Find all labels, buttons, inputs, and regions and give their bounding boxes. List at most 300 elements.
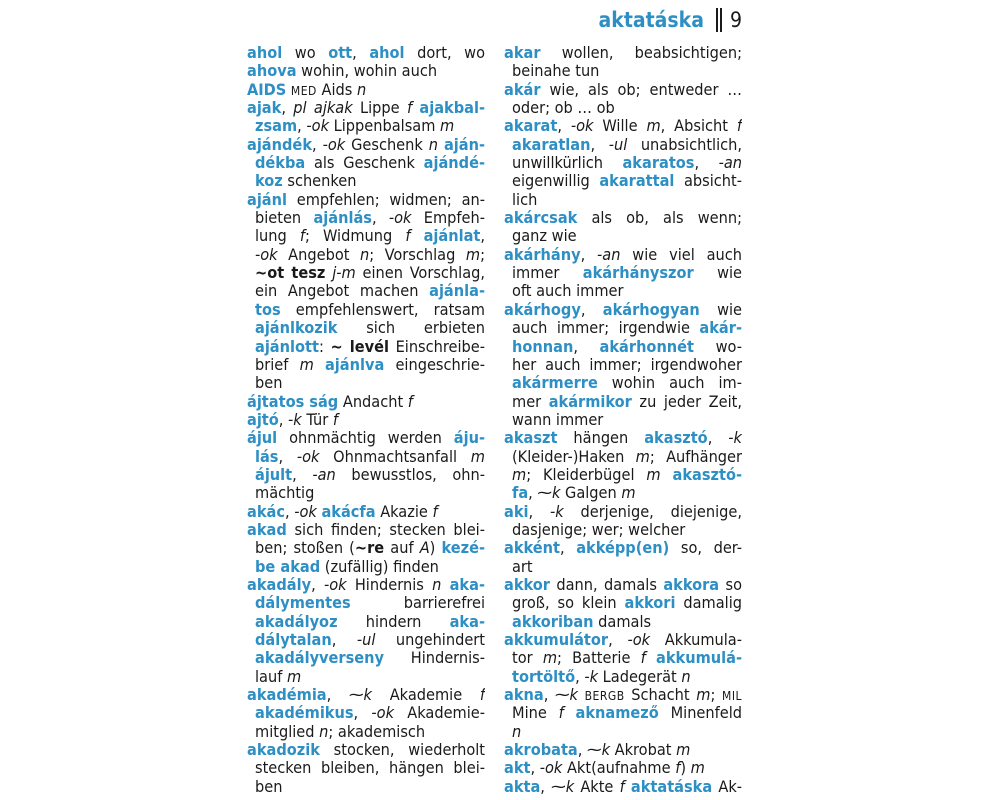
definition-text: hindern bbox=[337, 612, 450, 631]
definition-text: brief bbox=[255, 355, 300, 374]
headword: aka- bbox=[449, 575, 485, 594]
definition-text: , bbox=[278, 410, 289, 429]
entry-line bbox=[504, 778, 742, 796]
definition-text: wo- bbox=[694, 337, 742, 356]
definition-text: her auch immer; irgendwoher bbox=[512, 355, 742, 374]
entry-line bbox=[247, 576, 485, 594]
headword: ajándék bbox=[247, 135, 312, 154]
definition-text: ohnmächtig werden bbox=[277, 429, 454, 448]
grammar-note: n bbox=[512, 722, 522, 741]
grammar-note: m bbox=[646, 117, 661, 136]
headword: aka- bbox=[449, 612, 485, 631]
definition-text: tor bbox=[512, 649, 543, 668]
grammar-note: f bbox=[407, 392, 413, 411]
definition-text: , bbox=[557, 117, 571, 136]
definition-text: mächtig bbox=[255, 484, 315, 503]
headword: akadályverseny bbox=[255, 649, 385, 668]
definition-text: , bbox=[608, 631, 628, 649]
headword: akt bbox=[504, 759, 531, 778]
definition-text: ; Vorschlag bbox=[369, 245, 466, 264]
domain-label: MIL bbox=[722, 689, 742, 704]
entry-line bbox=[247, 62, 485, 80]
guide-word: aktatáska bbox=[598, 8, 704, 32]
definition-text: empfehlenswert, ratsam bbox=[280, 300, 485, 319]
headword: aján- bbox=[443, 135, 485, 154]
entry-line bbox=[504, 429, 742, 447]
grammar-note: -ok bbox=[539, 759, 563, 778]
entry-line bbox=[247, 246, 485, 264]
grammar-note: -ul bbox=[608, 135, 628, 154]
entry-line bbox=[504, 301, 742, 319]
entry-line bbox=[247, 484, 485, 502]
grammar-note: f bbox=[299, 227, 305, 246]
entry-line bbox=[504, 594, 742, 612]
definition-text: oder; ob … ob bbox=[512, 99, 615, 118]
headword: ajánlkozik bbox=[255, 319, 338, 338]
headword: dálymentes bbox=[255, 594, 351, 613]
definition-text: , Absicht bbox=[660, 117, 737, 136]
headword: akkoriban bbox=[512, 612, 594, 631]
phrase: ~ levél bbox=[330, 337, 389, 356]
definition-text: ungehindert bbox=[375, 631, 485, 649]
headword: kezé- bbox=[441, 539, 485, 558]
entry-line bbox=[504, 246, 742, 264]
entry-line bbox=[247, 227, 485, 245]
headword: akác bbox=[247, 502, 285, 521]
definition-text: oft auch immer bbox=[512, 282, 624, 301]
definition-text: mitglied bbox=[255, 722, 320, 741]
grammar-note: -ok bbox=[306, 117, 330, 136]
definition-text: einen Vorschlag, bbox=[355, 264, 485, 283]
entry-line bbox=[504, 723, 742, 741]
entry-line bbox=[504, 503, 742, 521]
entry-line bbox=[247, 356, 485, 374]
headword: akárhogy bbox=[504, 300, 581, 319]
entry-line bbox=[247, 741, 485, 759]
definition-text: dort, wo bbox=[404, 44, 485, 62]
entry-line bbox=[504, 704, 742, 722]
definition-text: ein Angebot machen bbox=[255, 282, 430, 301]
entry-line bbox=[504, 209, 742, 227]
entry-line bbox=[247, 668, 485, 686]
definition-text: bieten bbox=[255, 209, 314, 228]
entry-line bbox=[504, 668, 742, 686]
definition-text: , bbox=[331, 631, 357, 649]
entry-line bbox=[247, 393, 485, 411]
grammar-note: -ok bbox=[255, 245, 278, 264]
entry-line bbox=[504, 613, 742, 631]
headword: akkumulá- bbox=[656, 649, 742, 668]
grammar-note: ⁓k bbox=[554, 686, 578, 705]
entry-line bbox=[504, 521, 742, 539]
definition-text: ; Kleiderbügel bbox=[526, 465, 647, 484]
definition-text: Ak- bbox=[712, 777, 742, 796]
domain-label: BERGB bbox=[584, 689, 625, 704]
grammar-note: m bbox=[286, 667, 302, 686]
grammar-note: -ok bbox=[322, 135, 346, 154]
definition-text: : bbox=[318, 337, 331, 356]
entry-line bbox=[504, 338, 742, 356]
left-column bbox=[247, 44, 485, 796]
definition-text: , bbox=[353, 704, 372, 723]
definition-text: stocken, wiederholt bbox=[319, 741, 485, 760]
entry-line bbox=[504, 44, 742, 62]
definition-text: Akte bbox=[574, 777, 620, 796]
definition-text: barrierefrei bbox=[350, 594, 485, 613]
definition-text: dasjenige; wer; welcher bbox=[512, 520, 686, 539]
definition-text: Andacht bbox=[338, 392, 408, 411]
definition-text: (zufällig) finden bbox=[320, 557, 439, 576]
grammar-note: ⁓k bbox=[587, 741, 611, 760]
headword: zsam bbox=[255, 117, 298, 136]
entry-line bbox=[247, 778, 485, 796]
entry-line bbox=[247, 136, 485, 154]
grammar-note: A bbox=[419, 539, 430, 558]
headword: ahol bbox=[369, 44, 405, 62]
definition-text bbox=[441, 576, 449, 594]
headword: akrobata bbox=[504, 741, 578, 760]
entry-line bbox=[247, 154, 485, 172]
definition-text: wie, als ob; entweder … bbox=[540, 80, 742, 99]
headword: akaratos bbox=[622, 154, 695, 173]
entry-line bbox=[247, 282, 485, 300]
headword: akarat bbox=[504, 117, 558, 136]
entry-line bbox=[247, 172, 485, 190]
grammar-note: f bbox=[479, 686, 485, 705]
definition-text: Wille bbox=[593, 117, 647, 136]
definition-text: sich finden; stecken blei- bbox=[286, 520, 485, 539]
headword: ahova bbox=[247, 62, 297, 81]
definition-text: , bbox=[371, 209, 389, 228]
grammar-note: f bbox=[736, 117, 742, 136]
entry-line bbox=[247, 448, 485, 466]
headword: dálytalan bbox=[255, 631, 332, 649]
grammar-note: m bbox=[690, 759, 705, 778]
definition-text: , bbox=[580, 300, 603, 319]
definition-text: , bbox=[573, 337, 600, 356]
entry-line bbox=[504, 154, 742, 172]
headword: akasztó- bbox=[672, 465, 742, 484]
grammar-note: f bbox=[406, 99, 413, 118]
definition-text bbox=[564, 704, 576, 722]
headword: akár- bbox=[699, 319, 742, 338]
definition-text: , bbox=[540, 777, 552, 796]
grammar-note: j-m bbox=[332, 264, 356, 283]
entry-line bbox=[504, 264, 742, 282]
headword: akárhányszor bbox=[582, 264, 694, 283]
headword: fa bbox=[512, 484, 529, 503]
definition-text: Empfeh- bbox=[411, 209, 485, 228]
entry-line bbox=[504, 62, 742, 80]
grammar-note: m bbox=[440, 117, 455, 136]
definition-text: wohin auch im- bbox=[597, 374, 742, 393]
grammar-note: n bbox=[681, 667, 691, 686]
grammar-note: ⁓k bbox=[551, 777, 575, 796]
definition-text: ben; stoßen ( bbox=[255, 539, 355, 558]
entry-line bbox=[247, 631, 485, 649]
definition-text: ganz wie bbox=[512, 227, 577, 246]
grammar-note: n bbox=[428, 135, 438, 154]
definition-text: so, der- bbox=[669, 539, 742, 558]
grammar-note: pl ajkak bbox=[293, 99, 353, 118]
headword: akar bbox=[504, 44, 541, 62]
grammar-note: f bbox=[619, 777, 625, 796]
entry-line bbox=[247, 558, 485, 576]
grammar-note: m bbox=[299, 355, 314, 374]
entry-line bbox=[504, 117, 742, 135]
headword: ahol bbox=[247, 44, 283, 62]
entry-line bbox=[247, 723, 485, 741]
definition-text: zu jeder Zeit, bbox=[631, 392, 742, 411]
grammar-note: -k bbox=[584, 667, 599, 686]
entry-line bbox=[247, 191, 485, 209]
definition-text: empfehlen; widmen; an- bbox=[287, 190, 485, 209]
definition-text: , bbox=[575, 667, 585, 686]
definition-text: Lippenbalsam bbox=[329, 117, 441, 136]
grammar-note: m bbox=[470, 447, 485, 466]
grammar-note: f bbox=[332, 410, 339, 429]
headword: ajak bbox=[247, 99, 282, 118]
grammar-note: f bbox=[432, 502, 438, 521]
definition-text: ) bbox=[429, 539, 442, 558]
grammar-note: m bbox=[621, 484, 636, 503]
headword: aknamező bbox=[575, 704, 659, 723]
headword: akként bbox=[504, 539, 560, 558]
definition-text: , bbox=[480, 227, 485, 246]
headword: ájult bbox=[255, 465, 293, 484]
definition-text: bewusstlos, ohn- bbox=[335, 465, 485, 484]
grammar-note: -ok bbox=[371, 704, 395, 723]
definition-text: Akt(aufnahme bbox=[562, 759, 676, 778]
headword: aktatáska bbox=[630, 777, 713, 796]
definition-text: ; Batterie bbox=[557, 649, 641, 668]
definition-text: Akademie bbox=[372, 686, 480, 705]
definition-text: wie bbox=[693, 264, 742, 283]
definition-text: stecken bleiben, hängen blei- bbox=[255, 759, 485, 778]
definition-text: absicht- bbox=[674, 172, 742, 191]
definition-text: auf bbox=[384, 539, 420, 558]
headword: ajánlás bbox=[313, 209, 372, 228]
grammar-note: -an bbox=[718, 154, 742, 173]
headword: akárhány bbox=[504, 245, 581, 264]
definition-text: Ohnmachtsanfall bbox=[319, 447, 471, 466]
domain-label: MED bbox=[290, 83, 317, 98]
definition-text: derjenige, diejenige, bbox=[563, 502, 742, 521]
grammar-note: m bbox=[676, 741, 691, 760]
headword: be akad bbox=[255, 557, 321, 576]
grammar-note: n bbox=[319, 722, 329, 741]
definition-text: Akademie- bbox=[394, 704, 485, 723]
headword: akadozik bbox=[247, 741, 320, 760]
headword: ajánla- bbox=[429, 282, 485, 301]
entry-line bbox=[504, 448, 742, 466]
entry-line bbox=[504, 172, 742, 190]
headword: ott bbox=[328, 44, 353, 62]
definition-text: damals bbox=[593, 612, 652, 631]
entry-line bbox=[247, 613, 485, 631]
definition-text bbox=[410, 227, 423, 245]
entry-line bbox=[504, 136, 742, 154]
entry-line bbox=[504, 539, 742, 557]
grammar-note: -an bbox=[312, 465, 336, 484]
entry-line bbox=[247, 521, 485, 539]
definition-text: ; akademisch bbox=[328, 722, 426, 741]
grammar-note: -k bbox=[728, 429, 742, 448]
definition-text: , bbox=[528, 484, 538, 503]
entry-line bbox=[504, 759, 742, 777]
grammar-note: m bbox=[696, 686, 711, 705]
headword: akárcsak bbox=[504, 209, 578, 228]
headword: akadémikus bbox=[255, 704, 354, 723]
definition-text: Ladegerät bbox=[598, 667, 682, 686]
headword: akármikor bbox=[548, 392, 632, 411]
definition-text: , bbox=[559, 539, 577, 558]
definition-text: , bbox=[311, 575, 324, 594]
entry-line bbox=[504, 191, 742, 209]
definition-text bbox=[661, 466, 673, 484]
entry-line bbox=[247, 301, 485, 319]
definition-text: Akrobat bbox=[610, 741, 677, 760]
definition-text: wo bbox=[282, 44, 329, 62]
entry-line bbox=[247, 99, 485, 117]
page-number: 9 bbox=[729, 8, 742, 32]
headword: akármerre bbox=[512, 374, 598, 393]
headword: akadémia bbox=[247, 686, 327, 705]
entry-line bbox=[504, 741, 742, 759]
headword: akárhogyan bbox=[602, 300, 700, 319]
entry-line bbox=[504, 576, 742, 594]
headword: akácfa bbox=[321, 502, 376, 521]
definition-text: , bbox=[326, 686, 349, 705]
entry-line bbox=[247, 81, 485, 99]
headword: honnan bbox=[512, 337, 574, 356]
entry-line bbox=[504, 356, 742, 374]
entry-line bbox=[247, 686, 485, 704]
headword: koz bbox=[255, 172, 283, 191]
entry-line bbox=[247, 44, 485, 62]
grammar-note: ⁓k bbox=[537, 484, 561, 503]
headword: aki bbox=[504, 502, 529, 521]
definition-text: immer bbox=[512, 264, 583, 283]
headword: dékba bbox=[255, 154, 306, 173]
definition-text: , bbox=[530, 759, 540, 778]
grammar-note: m bbox=[465, 245, 481, 264]
entry-line bbox=[504, 319, 742, 337]
definition-text: beinahe tun bbox=[512, 62, 600, 81]
headword: akta bbox=[504, 777, 541, 796]
headword: akár bbox=[504, 80, 541, 99]
definition-text: schenken bbox=[282, 172, 357, 191]
definition-text: wollen, beabsichtigen; bbox=[540, 44, 742, 62]
definition-text: , bbox=[352, 44, 370, 62]
grammar-note: -ul bbox=[356, 631, 376, 649]
definition-text: ben bbox=[255, 374, 283, 393]
definition-text: wohin, wohin auch bbox=[296, 62, 438, 81]
entry-line bbox=[504, 282, 742, 300]
entry-line bbox=[247, 411, 485, 429]
right-column bbox=[504, 44, 742, 796]
definition-text bbox=[646, 649, 656, 667]
definition-text bbox=[578, 686, 585, 704]
definition-text: , bbox=[312, 135, 323, 154]
grammar-note: n bbox=[432, 575, 442, 594]
entry-line bbox=[504, 227, 742, 245]
definition-text: art bbox=[512, 557, 533, 576]
entry-line bbox=[504, 81, 742, 99]
headword: ajtó bbox=[247, 410, 279, 429]
grammar-note: n bbox=[359, 245, 370, 264]
grammar-note: f bbox=[405, 227, 411, 246]
definition-text: Galgen bbox=[560, 484, 622, 503]
phrase: ~ot tesz bbox=[255, 264, 326, 283]
entry-line bbox=[504, 393, 742, 411]
grammar-note: f bbox=[675, 759, 681, 778]
definition-text: sich erbieten bbox=[337, 319, 485, 338]
definition-text: , bbox=[694, 154, 719, 173]
definition-text: Tür bbox=[301, 410, 333, 429]
definition-text: , bbox=[577, 741, 587, 760]
grammar-note: -ok bbox=[570, 117, 594, 136]
definition-text: , bbox=[707, 429, 729, 448]
definition-text: lich bbox=[512, 190, 538, 209]
definition-text: wie viel auch bbox=[620, 245, 742, 264]
definition-text: so bbox=[719, 575, 742, 594]
headword: ajakbal- bbox=[419, 99, 485, 118]
definition-text: , bbox=[297, 117, 307, 136]
definition-text: , bbox=[528, 502, 550, 521]
definition-text: lauf bbox=[255, 667, 287, 686]
definition-text: Minenfeld bbox=[658, 704, 742, 723]
definition-text: , bbox=[281, 99, 294, 118]
definition-text: ; Widmung bbox=[304, 227, 406, 246]
entry-line bbox=[247, 209, 485, 227]
headword: akkora bbox=[663, 575, 720, 594]
grammar-note: ⁓k bbox=[348, 686, 372, 705]
definition-text: , bbox=[292, 465, 313, 484]
definition-text: , bbox=[543, 686, 555, 705]
definition-text: , bbox=[580, 245, 598, 264]
definition-text: , bbox=[590, 135, 609, 154]
definition-text: als ob, als wenn; bbox=[577, 209, 742, 228]
definition-text: Mine bbox=[512, 704, 559, 723]
headword: ajánlott bbox=[255, 337, 319, 356]
headword: tos bbox=[255, 300, 281, 319]
entry-line bbox=[504, 631, 742, 649]
definition-text: groß, so klein bbox=[512, 594, 625, 613]
grammar-note: -an bbox=[597, 245, 621, 264]
entry-line bbox=[504, 99, 742, 117]
headword: ájul bbox=[247, 429, 278, 448]
phrase: ~re bbox=[354, 539, 385, 558]
entry-line bbox=[247, 594, 485, 612]
headword: akna bbox=[504, 686, 544, 705]
headword: akkori bbox=[624, 594, 676, 613]
entry-line bbox=[247, 759, 485, 777]
grammar-note: -ok bbox=[388, 209, 412, 228]
definition-text: Schacht bbox=[624, 686, 697, 705]
entry-line bbox=[247, 429, 485, 447]
definition-text: unabsichtlich, bbox=[627, 135, 742, 154]
headword: AIDS bbox=[247, 80, 287, 99]
definition-text: , bbox=[284, 502, 295, 521]
headword: ajándé- bbox=[423, 154, 485, 173]
headword: akárhonnét bbox=[599, 337, 695, 356]
definition-text: Geschenk bbox=[345, 135, 429, 154]
page-header bbox=[599, 6, 742, 34]
entry-line bbox=[504, 649, 742, 667]
grammar-note: n bbox=[356, 80, 367, 99]
definition-text: (Kleider-)Haken bbox=[512, 447, 636, 466]
